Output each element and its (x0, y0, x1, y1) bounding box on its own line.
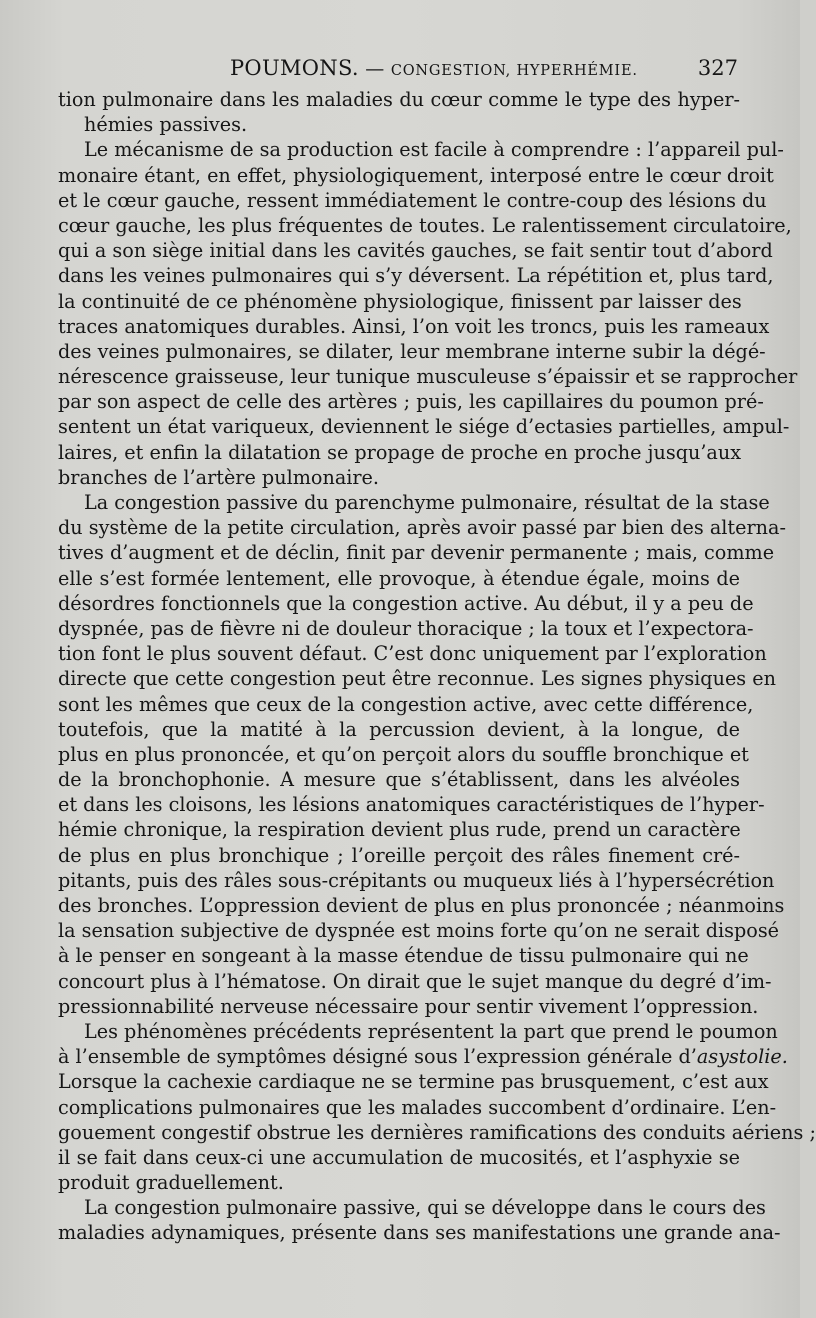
text-line: Lorsque la cachexie cardiaque ne se termine pas brusquement, c’est aux (58, 1070, 769, 1094)
text-line: et le cœur gauche, ressent immédiatement le contre-coup des lésions du (58, 188, 767, 212)
text-line: dyspnée, pas de fièvre ni de douleur thoracique ; la toux et l’expectora- (58, 616, 754, 640)
text-line: nérescence graisseuse, leur tunique musculeuse s’épaissir et se rapprocher (58, 365, 798, 389)
text-line: hémie chronique, la respiration devient plus rude, prend un caractère (58, 818, 741, 842)
text-line: des bronches. L’oppression devient de plus en plus prononcée ; néanmoins (58, 894, 785, 917)
text-line: à le penser en songeant à la masse étendue de tissu pulmonaire qui ne (58, 944, 749, 968)
text-line: tion pulmonaire dans les maladies du cœur comme le type des hyper- (58, 88, 740, 111)
text-line: monaire étant, en effet, physiologiquement, interposé entre le cœur droit (58, 163, 774, 187)
text-line: la sensation subjective de dyspnée est moins forte qu’on ne serait disposé (58, 919, 780, 943)
asystolie-term: asystolie. (696, 1045, 788, 1069)
text-line: branches de l’artère pulmonaire. (58, 465, 380, 489)
text-line: sentent un état variqueux, deviennent le siége d’ectasies partielles, ampul- (58, 415, 790, 439)
text-line: tion font le plus souvent défaut. C’est donc uniquement par l’exploration (58, 642, 767, 666)
text-line: produit graduellement. (58, 1171, 284, 1195)
text-line: et dans les cloisons, les lésions anatomiques caractéristiques de l’hyper- (58, 793, 765, 817)
text-line: pitants, puis des râles sous-crépitants ou muqueux liés à l’hypersécrétion (58, 868, 775, 892)
text-line: dans les veines pulmonaires qui s’y déversent. La répétition et, plus tard, (58, 264, 774, 288)
title-dash: — (358, 58, 391, 80)
text-line: de la bronchophonie. A mesure que s’établissent, dans les alvéoles (58, 768, 740, 792)
text-line: tives d’augment et de déclin, finit par devenir permanente ; mais, comme (58, 541, 775, 565)
text-line: traces anatomiques durables. Ainsi, l’on voit les troncs, puis les rameaux (58, 314, 770, 338)
text-line: des veines pulmonaires, se dilater, leur membrane interne subir la dégé- (58, 339, 766, 363)
text-line: gouement congestif obstrue les dernières ramifications des conduits aériens ; (58, 1120, 816, 1144)
text-line: hémies passives. (84, 113, 248, 137)
text-line: elle s’est formée lentement, elle provoque, à étendue égale, moins de (58, 566, 740, 590)
text-line: Le mécanisme de sa production est facile à comprendre : l’appareil pul- (84, 138, 784, 162)
title-main: POUMONS. (230, 56, 359, 80)
text-line: laires, et enfin la dilatation se propage de proche en proche jusqu’aux (58, 440, 742, 464)
text-line: cœur gauche, les plus fréquentes de toutes. Le ralentissement circulatoire, (58, 213, 792, 237)
text-line: qui a son siège initial dans les cavités gauches, se fait sentir tout d’abord (58, 239, 773, 263)
text-line: complications pulmonaires que les malades succombent d’ordinaire. L’en- (58, 1095, 777, 1119)
page-number: 327 (697, 56, 738, 80)
text-line: désordres fonctionnels que la congestion active. Au début, il y a peu de (58, 591, 754, 615)
body-text (58, 87, 816, 1246)
text-line: par son aspect de celle des artères ; puis, les capillaires du poumon pré- (58, 390, 764, 414)
text-line: La congestion passive du parenchyme pulmonaire, résultat de la stase (84, 491, 770, 514)
text-line-start: à l’ensemble de symptômes désigné sous l’expression générale d’ (58, 1045, 697, 1069)
title-sub: CONGESTION, HYPERHÉMIE. (390, 63, 638, 79)
text-line: La congestion pulmonaire passive, qui se développe dans le cours des (84, 1196, 766, 1220)
text-line: plus en plus prononcée, et qu’on perçoit alors du souffle bronchique et (58, 742, 749, 766)
text-line: pressionnabilité nerveuse nécessaire pour sentir vivement l’oppression. (58, 994, 759, 1018)
text-line: toutefois, que la matité à la percussion devient, à la longue, de (58, 717, 740, 741)
running-title (230, 56, 638, 80)
text-line (58, 1044, 788, 1069)
text-line: directe que cette congestion peut être reconnue. Les signes physiques en (58, 667, 776, 691)
text-line: maladies adynamiques, présente dans ses manifestations une grande ana- (58, 1221, 781, 1245)
text-line: il se fait dans ceux-ci une accumulation de mucosités, et l’asphyxie se (58, 1145, 740, 1169)
text-line: Les phénomènes précédents représentent la part que prend le poumon (84, 1019, 778, 1043)
text-line: sont les mêmes que ceux de la congestion active, avec cette différence, (58, 692, 754, 716)
text-line: de plus en plus bronchique ; l’oreille perçoit des râles finement cré- (58, 843, 740, 867)
text-line: du système de la petite circulation, après avoir passé par bien des alterna- (58, 516, 786, 540)
text-line: la continuité de ce phénomène physiologique, finissent par laisser des (58, 289, 742, 313)
running-header (58, 56, 738, 86)
text-line: concourt plus à l’hématose. On dirait que le sujet manque du degré d’im- (58, 969, 772, 993)
